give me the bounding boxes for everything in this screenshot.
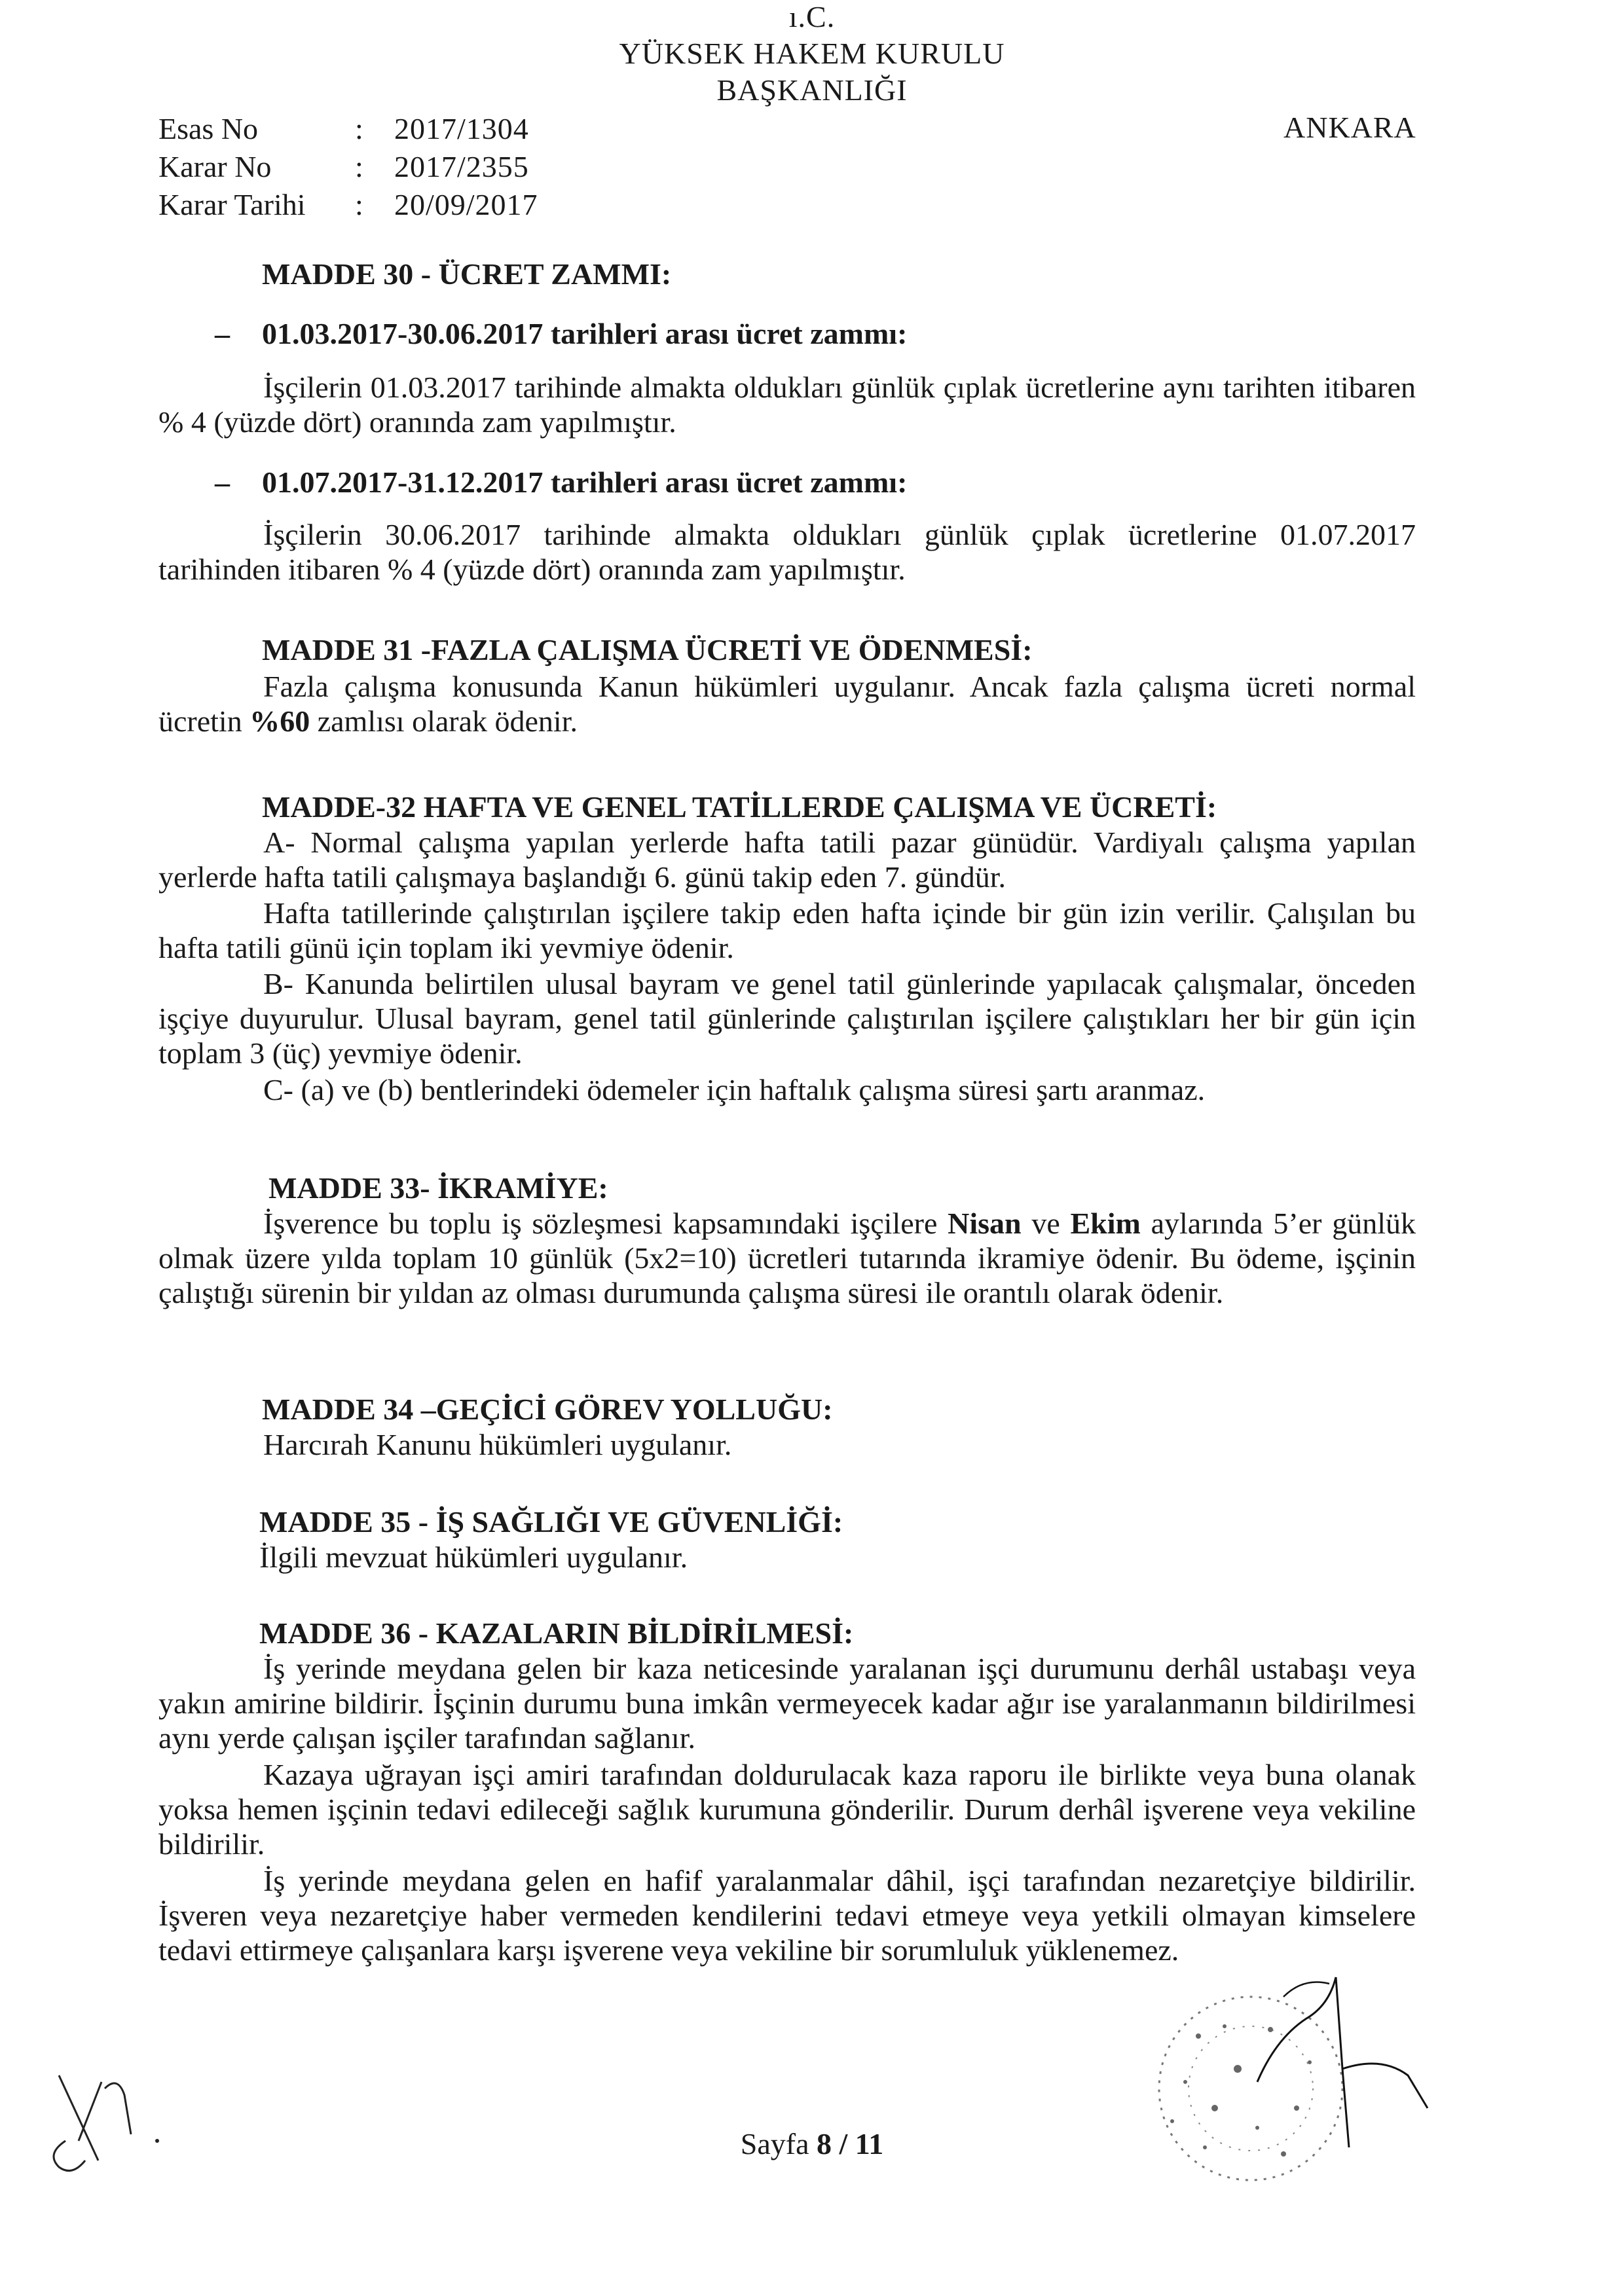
institution-name: YÜKSEK HAKEM KURULU	[619, 37, 1005, 70]
page-prefix: Sayfa	[740, 2127, 817, 2160]
article-33-text-part: aylarında 5’er günlük olmak üzere yılda toplam 10 günlük (5x2=10) ücretleri tutarında ikramiye ödenir. Bu ödeme, işçinin çalıştığı sürenin bir yıldan az olması durumunda çalışma süresi ile orantılı olarak ödenir.	[158, 1207, 1416, 1309]
article-36-paragraph-3: İş yerinde meydana gelen en hafif yaralanmalar dâhil, işçi tarafından nezaretçiye bildirilir. İşveren veya nezaretçiye haber vermeden kendilerini tedavi etmeye veya yetkili olmayan kimselere tedavi ettirmeye çalışanlara karşı işverene veya vekiline bir sorumluluk yüklenemez.	[158, 1864, 1416, 1967]
article-31-text-part: zamlısı olarak ödenir.	[310, 704, 578, 738]
article-32-paragraph-a2: Hafta tatillerinde çalıştırılan işçilere takip eden hafta içinde bir gün izin verilir. Çalışılan bu hafta tatili günü için toplam iki yevmiye ödenir.	[158, 896, 1416, 964]
article-30-period2-text: İşçilerin 30.06.2017 tarihinde almakta oldukları günlük çıplak ücretlerine 01.07.2017 tarihinden itibaren % 4 (yüzde dört) oranında zam yapılmıştır.	[158, 518, 1416, 586]
article-33-text-part: İşverence bu toplu iş sözleşmesi kapsamındaki işçilere	[263, 1207, 948, 1240]
esas-row	[158, 110, 538, 148]
article-34-text: Harcırah Kanunu hükümleri uygulanır.	[263, 1428, 732, 1461]
month-ekim: Ekim	[1070, 1207, 1141, 1240]
institution-subtitle: BAŞKANLIĞI	[716, 73, 908, 107]
karar-separator: :	[355, 150, 363, 183]
article-31-title: MADDE 31 -FAZLA ÇALIŞMA ÜCRETİ VE ÖDENMESİ:	[262, 633, 1033, 666]
article-36-title: MADDE 36 - KAZALARIN BİLDİRİLMESİ:	[259, 1616, 854, 1650]
esas-value: 2017/1304	[394, 112, 529, 145]
article-30-period1-text: İşçilerin 01.03.2017 tarihinde almakta oldukları günlük çıplak ücretlerine aynı tarihten itibaren % 4 (yüzde dört) oranında zam yapılmıştır.	[158, 371, 1416, 439]
article-32-paragraph-c: C- (a) ve (b) bentlerindeki ödemeler için haftalık çalışma süresi şartı aranmaz.	[263, 1073, 1206, 1106]
tarih-label: Karar Tarihi	[158, 188, 306, 221]
article-30-period1-title: 01.03.2017-30.06.2017 tarihleri arası ücret zammı:	[262, 317, 908, 350]
page-separator: /	[832, 2127, 855, 2160]
page-total: 11	[855, 2127, 884, 2160]
tarih-row	[158, 186, 538, 224]
bullet-dash: –	[215, 317, 230, 350]
karar-row	[158, 148, 538, 186]
article-31-text-part: Fazla çalışma konusunda Kanun hükümleri uygulanır. Ancak fazla çalışma ücreti normal ücretin	[158, 670, 1416, 738]
tarih-value: 20/09/2017	[394, 188, 538, 221]
header-top-fragment: ı.C.	[788, 0, 836, 33]
city-name: ANKARA	[1283, 111, 1416, 144]
karar-value: 2017/2355	[394, 150, 529, 183]
handwritten-initials	[39, 2062, 170, 2193]
article-32-paragraph-b: B- Kanunda belirtilen ulusal bayram ve genel tatil günlerinde yapılacak çalışmalar, önceden işçiye duyurulur. Ulusal bayram, genel tatil günlerinde çalıştırılan işçilere çalıştıkları her bir gün için toplam 3 (üç) yevmiye ödenir.	[158, 967, 1416, 1070]
article-35-text: İlgili mevzuat hükümleri uygulanır.	[259, 1540, 688, 1574]
esas-label: Esas No	[158, 112, 259, 145]
article-34-title: MADDE 34 –GEÇİCİ GÖREV YOLLUĞU:	[262, 1393, 833, 1426]
article-35-title: MADDE 35 - İŞ SAĞLIĞI VE GÜVENLİĞİ:	[259, 1505, 843, 1539]
article-30-title: MADDE 30 - ÜCRET ZAMMI:	[262, 257, 672, 291]
tarih-separator: :	[355, 188, 363, 221]
article-30-period2-title: 01.07.2017-31.12.2017 tarihleri arası ücret zammı:	[262, 465, 908, 499]
month-nisan: Nisan	[948, 1207, 1022, 1240]
article-36-paragraph-1: İş yerinde meydana gelen bir kaza neticesinde yaralanan işçi durumunu derhâl ustabaşı veya yakın amirine bildirir. İşçinin durumu buna imkân vermeyecek kadar ağır ise yaralanmanın bildirilmesi aynı yerde çalışan işçiler tarafından sağlanır.	[158, 1652, 1416, 1755]
article-33-text	[158, 1206, 1416, 1310]
karar-label: Karar No	[158, 150, 272, 183]
signature	[1231, 1938, 1454, 2154]
case-meta-block	[158, 110, 538, 224]
article-33-title: MADDE 33- İKRAMİYE:	[268, 1171, 608, 1205]
article-31-text	[158, 669, 1416, 738]
page-current: 8	[817, 2127, 832, 2160]
esas-separator: :	[355, 112, 363, 145]
article-36-paragraph-2: Kazaya uğrayan işçi amiri tarafından doldurulacak kaza raporu ile birlikte veya buna olanak yoksa hemen işçinin tedavi edileceği sağlık kurumuna gönderilir. Durum derhâl işverene veya vekiline bildirilir.	[158, 1758, 1416, 1861]
overtime-rate: %60	[249, 704, 310, 738]
article-33-text-part: ve	[1021, 1207, 1071, 1240]
article-32-title: MADDE-32 HAFTA VE GENEL TATİLLERDE ÇALIŞMA VE ÜCRETİ:	[262, 790, 1217, 824]
article-32-paragraph-a: A- Normal çalışma yapılan yerlerde hafta tatili pazar günüdür. Vardiyalı çalışma yapılan yerlerde hafta tatili çalışmaya başlandığı 6. günü takip eden 7. gündür.	[158, 826, 1416, 894]
bullet-dash: –	[215, 465, 230, 499]
